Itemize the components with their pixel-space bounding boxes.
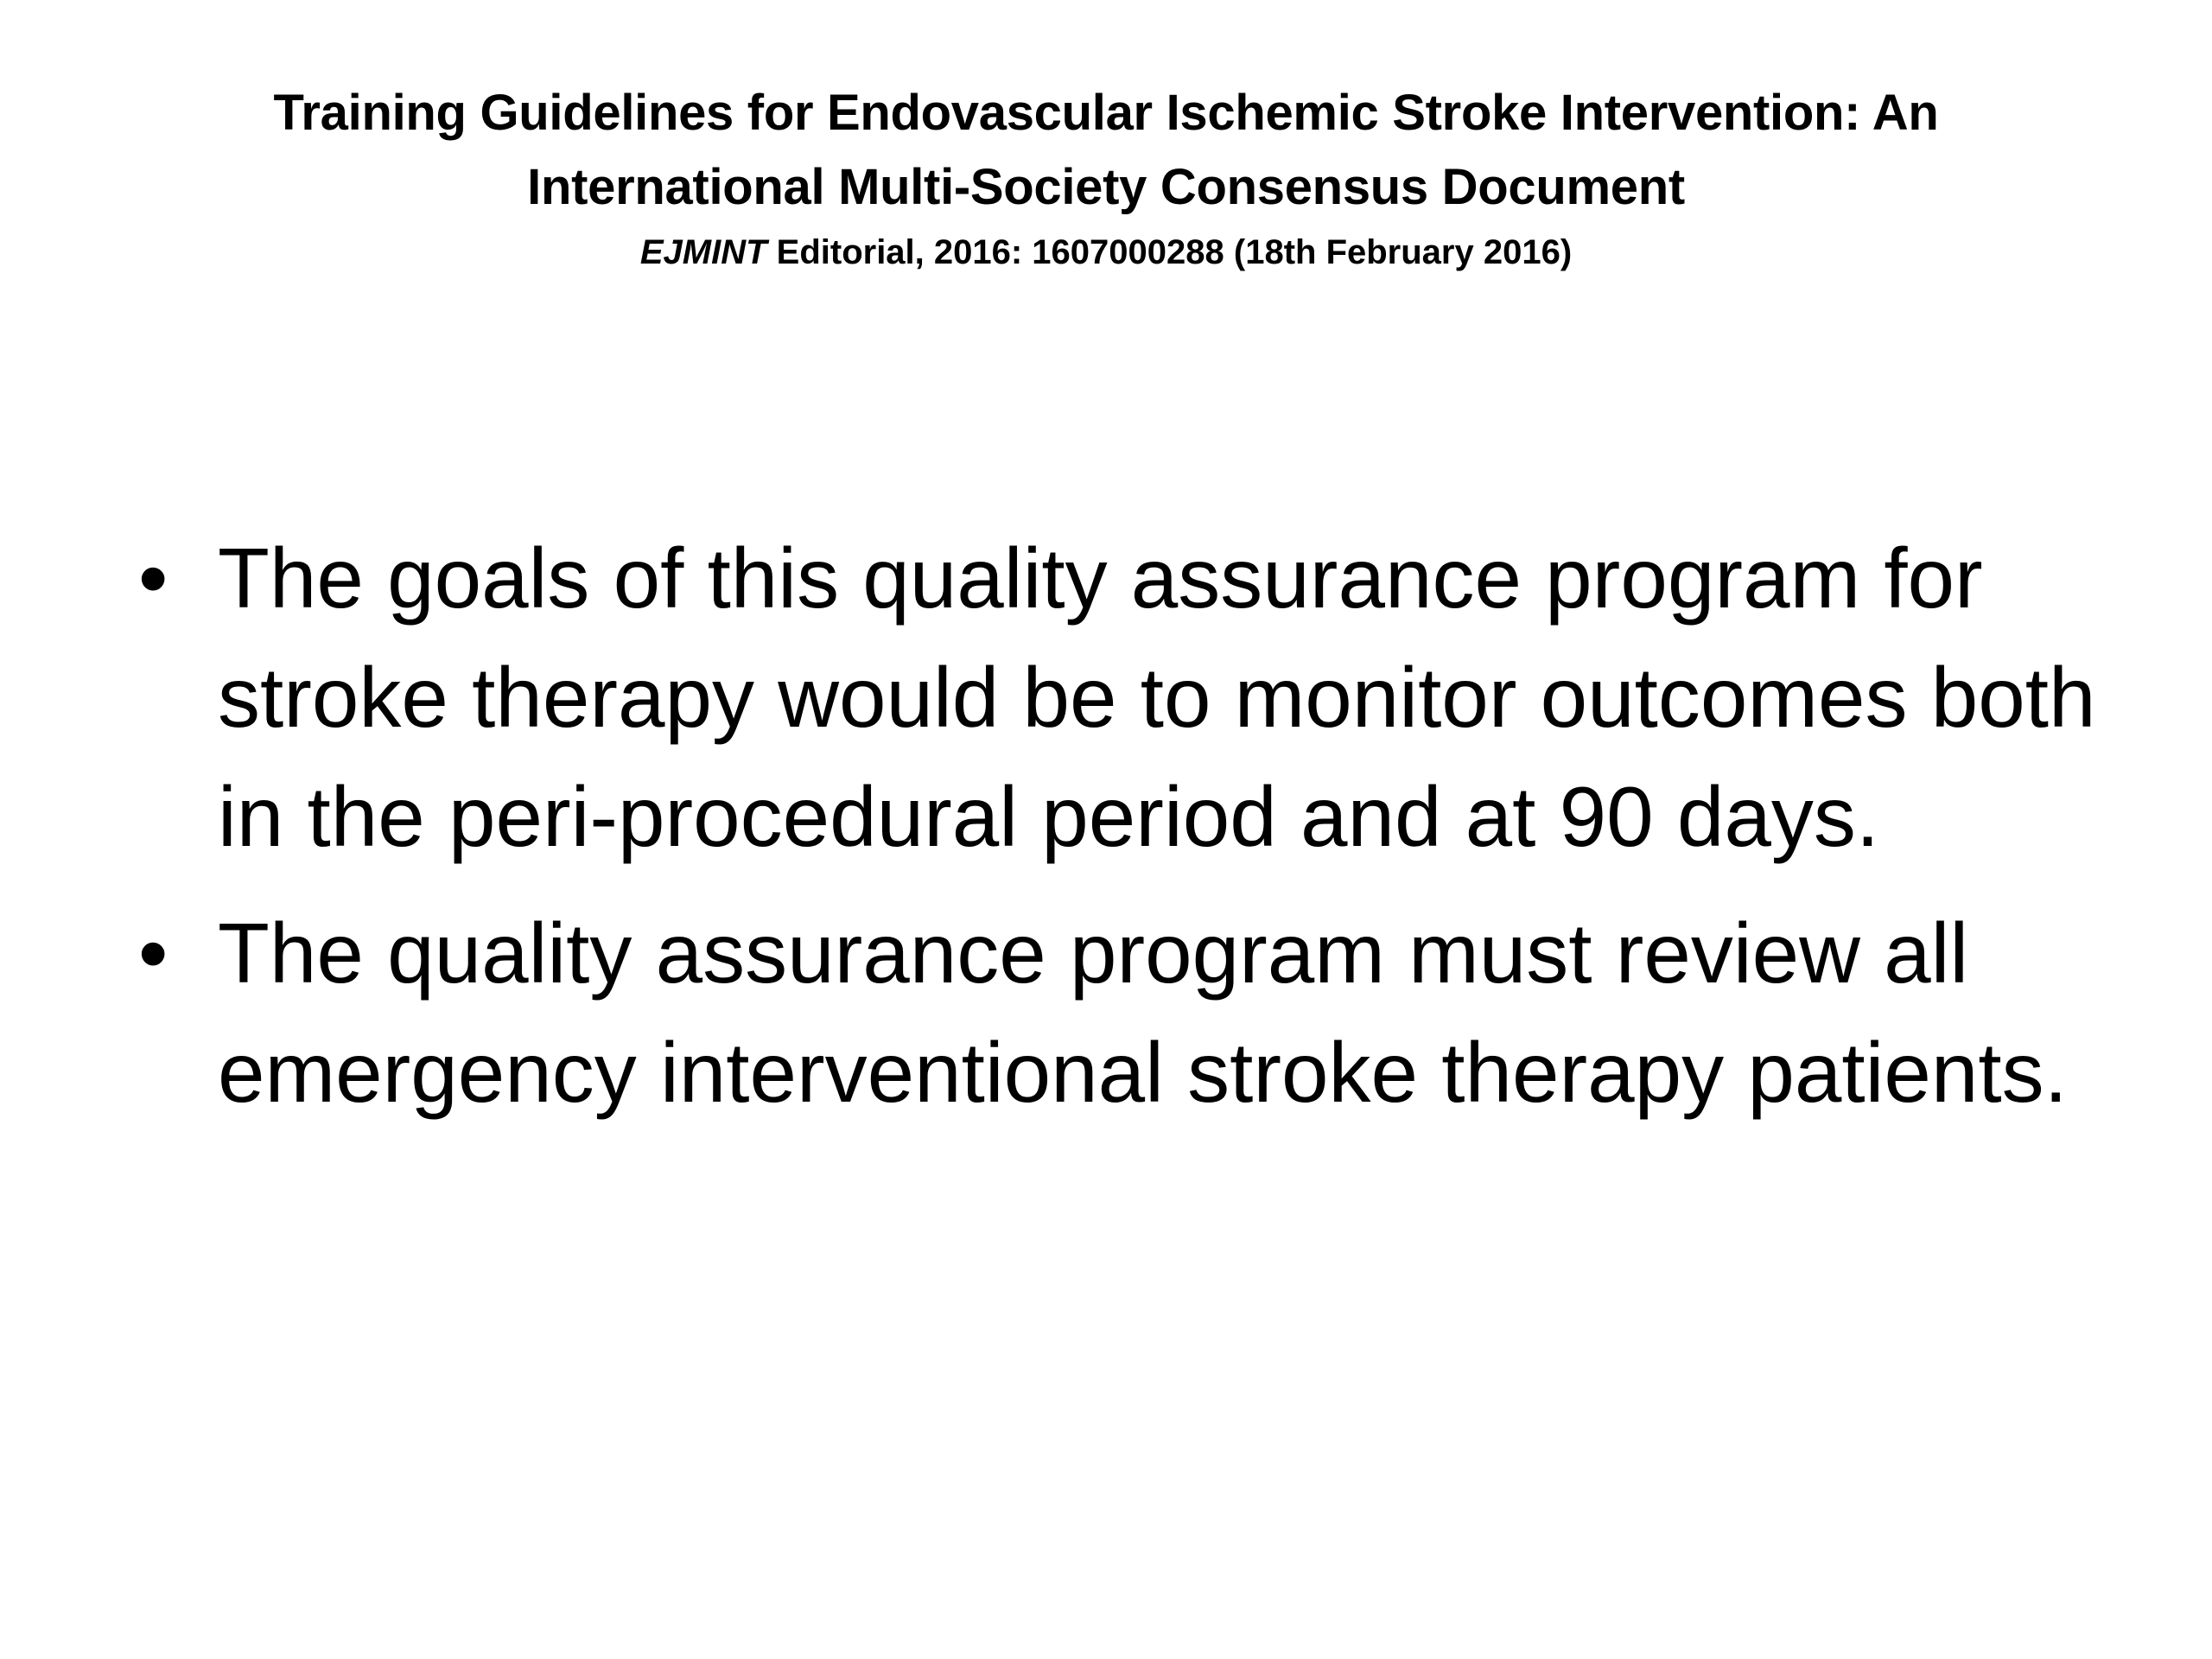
bullet-list — [138, 518, 2143, 1149]
slide-title: Training Guidelines for Endovascular Ischemic Stroke Intervention: An International Multi-Society Consensus Document — [273, 85, 1939, 215]
bullet-text: The quality assurance program must review all emergency interventional stroke therapy patients. — [218, 906, 2068, 1120]
citation-line — [156, 226, 2056, 278]
bullet-item — [138, 518, 2143, 876]
citation-journal: EJMINT — [639, 233, 767, 271]
bullet-text: The goals of this quality assurance program for stroke therapy would be to monitor outcomes both in the peri-procedural period and at 90 days. — [218, 531, 2096, 864]
citation-details: Editorial, 2016: 1607000288 (18th February 2016) — [766, 233, 1573, 271]
bullet-marker: • — [138, 906, 168, 1001]
bullet-item — [138, 893, 2143, 1132]
bullet-marker: • — [138, 531, 168, 626]
slide-header — [156, 76, 2056, 278]
